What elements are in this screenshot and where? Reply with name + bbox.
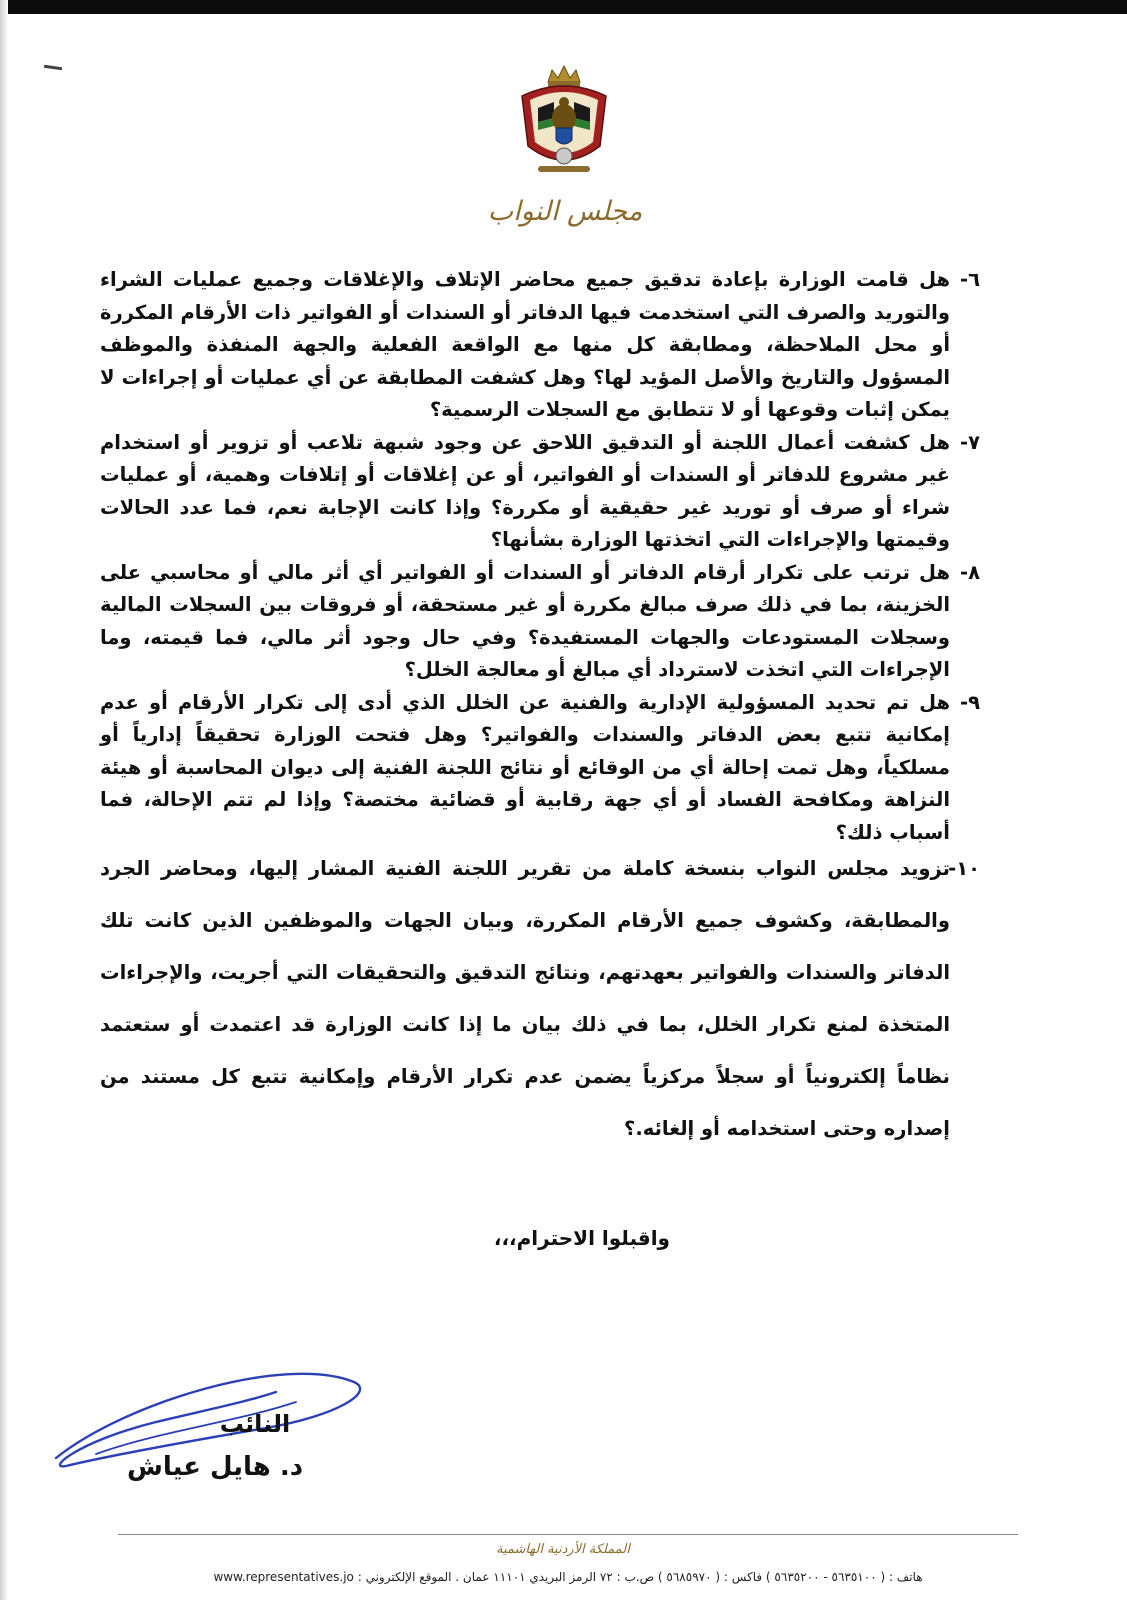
item-text: تزويد مجلس النواب بنسخة كاملة من تقرير اللجنة الفنية المشار إليها، ومحاضر الجرد والمطابقة، وكشوف جميع الأرقام المكررة، وبيان الجهات والموظفين الذين كانت تلك الدفاتر والسندات والفواتير بعهدتهم، ونتائج التدقيق والتحقيقات التي أجريت، والإجراءات المتخذة لمنع تكرار الخلل، بما في ذلك بيان ما إذا كانت الوزارة قد اعتمدت أو ستعتمد نظاماً إلكترونياً أو سجلاً مركزياً يضمن عدم تكرار الأرقام وإمكانية تتبع كل مستند من إصداره وحتى استخدامه أو إلغائه.؟ bbox=[100, 857, 950, 1140]
item-number: ٦- bbox=[960, 268, 980, 291]
item-text: هل كشفت أعمال اللجنة أو التدقيق اللاحق عن وجود شبهة تلاعب أو تزوير أو استخدام غير مشروع للدفاتر أو السندات أو الفواتير، أو عن إغلاقات أو إتلافات وهمية، أو عمليات شراء أو صرف أو توريد غير حقيقية أو مكررة؟ وإذا كانت الإجابة نعم، فما عدد الحالات وقيمتها والإجراءات التي اتخذتها الوزارة بشأنها؟ bbox=[100, 430, 950, 551]
signatory-title: النائب bbox=[219, 1410, 291, 1438]
question-item-8 bbox=[100, 557, 980, 687]
item-text: هل تم تحديد المسؤولية الإدارية والفنية عن الخلل الذي أدى إلى تكرار الأرقام أو عدم إمكانية تتبع بعض الدفاتر والسندات والفواتير؟ وهل فتحت الوزارة تحقيقاً إدارياً أو مسلكياً، وهل تمت إحالة أي من الوقائع أو نتائج اللجنة الفنية إلى ديوان المحاسبة أو هيئة النزاهة ومكافحة الفساد أو أي جهة رقابية أو قضائية مختصة؟ وإذا لم تتم الإحالة، فما أسباب ذلك؟ bbox=[100, 690, 950, 844]
footer-contact-info: هاتف : ( ٥٦٣٥١٠٠ - ٥٦٣٥٢٠٠ ) فاكس : ( ٥٦٨٥٩٧٠ ) ص.ب : ٧٢ الرمز البريدي ١١١٠١ عمان . الموقع الإلكتروني : www.representatives.jo bbox=[213, 1570, 923, 1584]
item-number: ٨- bbox=[960, 560, 980, 584]
item-number: ٧- bbox=[960, 430, 980, 454]
questions-body bbox=[100, 264, 980, 1155]
footer-divider bbox=[118, 1534, 1018, 1535]
council-logotype: مجلس النواب bbox=[487, 196, 643, 227]
question-item-9 bbox=[100, 687, 980, 850]
item-text: هل ترتب على تكرار أرقام الدفاتر أو السندات أو الفواتير أي أثر مالي أو محاسبي على الخزينة، بما في ذلك صرف مبالغ مكررة أو غير مستحقة، أو فروقات بين السجلات المالية وسجلات المستودعات والجهات المستفيدة؟ وفي حال وجود أثر مالي، فما قيمته، وما الإجراءات التي اتخذت لاسترداد أي مبالغ أو معالجة الخلل؟ bbox=[100, 560, 950, 681]
jordan-coat-of-arms-icon bbox=[508, 62, 620, 190]
footer-kingdom-logotype: المملكة الأردنية الهاشمية bbox=[496, 1542, 630, 1557]
scan-mark bbox=[44, 65, 62, 70]
item-number: ٩- bbox=[960, 690, 980, 714]
scan-left-edge bbox=[0, 0, 8, 1600]
signatory-name: د. هايل عياش bbox=[126, 1452, 304, 1482]
question-item-10 bbox=[100, 843, 980, 1155]
question-item-6 bbox=[100, 264, 980, 427]
scan-top-border bbox=[0, 0, 1127, 14]
question-item-7 bbox=[100, 427, 980, 557]
closing-salutation: واقبلوا الاحترام،،، bbox=[493, 1226, 670, 1250]
item-number: ١٠- bbox=[948, 857, 980, 880]
item-text: هل قامت الوزارة بإعادة تدقيق جميع محاضر الإتلاف والإغلاقات وجميع عمليات الشراء والتوريد والصرف التي استخدمت فيها الدفاتر أو السندات أو الفواتير ذات الأرقام المكررة أو محل الملاحظة، ومطابقة كل منها مع الواقعة الفعلية والجهة المنفذة والموظف المسؤول والتاريخ والأصل المؤيد لها؟ وهل كشفت المطابقة عن أي عمليات أو إجراءات لا يمكن إثبات وقوعها أو لا تتطابق مع السجلات الرسمية؟ bbox=[100, 268, 950, 421]
